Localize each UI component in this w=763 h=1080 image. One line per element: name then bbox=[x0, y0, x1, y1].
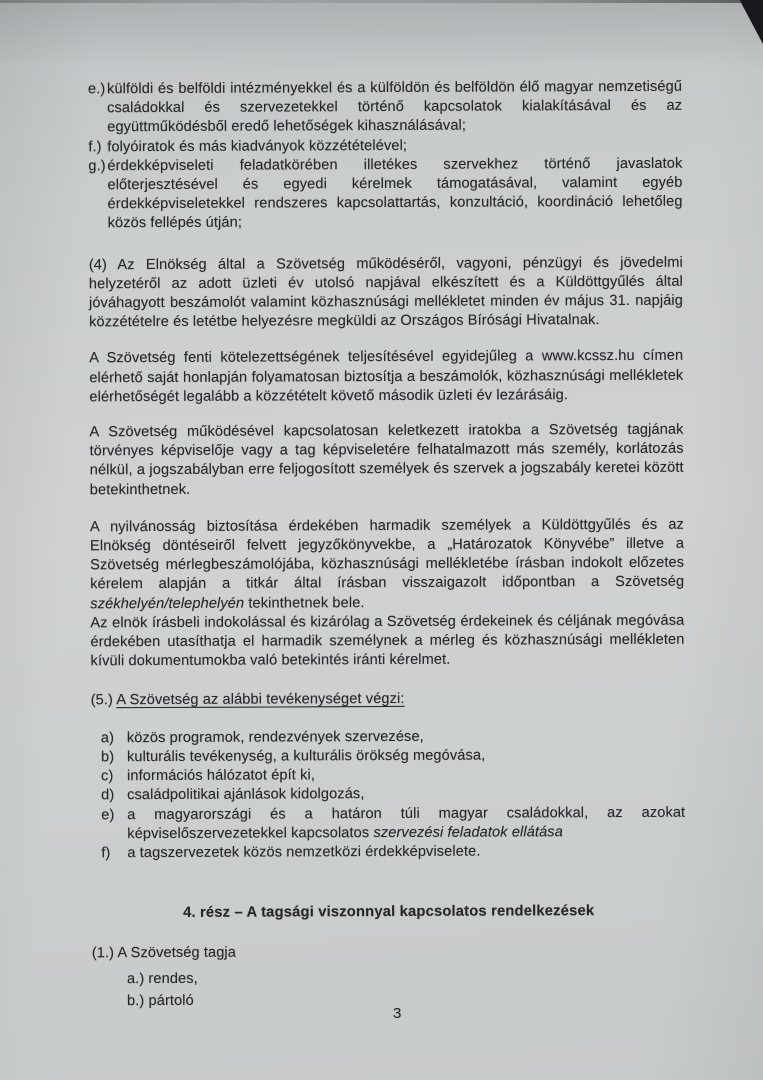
activity-text: információs hálózatot épít ki, bbox=[127, 767, 316, 785]
publicity-text-italic: székhelyén/telephelyén bbox=[90, 595, 245, 612]
activity-item-a bbox=[101, 726, 685, 748]
activity-marker: a) bbox=[100, 729, 115, 746]
paragraph-refusal: Az elnök írásbeli indokolással és kizárólag a Szövetség érdekeinek és céljának megóvása érdekében utasíthatja el harmadik személynek a mérleg és közhasznúsági mellékleten kívüli dokumentumokba való betekintés iránti kérelmet. bbox=[90, 612, 685, 670]
scan-corner-shadow bbox=[711, 0, 763, 48]
activity-text-italic: szervezési feladatok ellátása bbox=[373, 823, 563, 841]
activity-text: közös programok, rendezvények szervezése, bbox=[126, 728, 424, 746]
clause-item-e bbox=[88, 78, 682, 138]
paragraph-publicity bbox=[90, 516, 684, 615]
section-5-heading bbox=[91, 689, 685, 711]
activity-marker: e) bbox=[101, 806, 115, 823]
activity-marker: f) bbox=[101, 845, 111, 862]
publicity-text-post: tekinthetnek bele. bbox=[244, 594, 365, 612]
paragraph-website-publication: A Szövetség fenti kötelezettségének teljesítésével egyidejűleg a www.kcssz.hu címen elérhető saját honlapján folyamatosan biztosítja a beszámolók, közhasznúsági mellékletek elérhetőségét legalább a közzétételt követő második üzleti év lezárásáig. bbox=[89, 348, 684, 406]
activity-text-pre: a magyarországi és a határon túli magyar családokkal, az azokat képviselőszervezetekkel kapcsolatos bbox=[127, 804, 686, 842]
part-4-heading: 4. rész – A tagsági viszonnyal kapcsolatos rendelkezések bbox=[183, 903, 595, 921]
clause-text: folyóiratok és más kiadványok közzétételével; bbox=[107, 137, 408, 155]
activity-marker: c) bbox=[101, 768, 114, 785]
scan-top-edge bbox=[0, 0, 763, 3]
activity-text: a tagszervezetek közös nemzetközi érdekképviselete. bbox=[127, 843, 481, 862]
paragraph-records-access: A Szövetség működésével kapcsolatosan keletkezett iratokba a Szövetség tagjának törvényes képviselője vagy a tag képviseletére felhatalmazott más személy, korlátozás nélkül, a jogszabályban erre feljogosított személyek és szervek a jogszabály keretei között betekinthetnek. bbox=[89, 421, 684, 498]
activity-item-b bbox=[101, 746, 685, 768]
clause-item-f bbox=[88, 135, 682, 157]
activity-item-e bbox=[101, 803, 685, 844]
clause-item-g bbox=[88, 155, 682, 234]
clause-marker: f.) bbox=[88, 138, 102, 155]
publicity-text-pre: A nyilvánosság biztosítása érdekében harmadik személyek a Küldöttgyűlés és az Elnökség döntéseiről felvett jegyzőkönyvekbe, a „Határozatok Könyvébe” illetve a Szövetség mérlegbeszámolójába, közhasznúsági mellékletébe írásban indokolt előzetes kérelem alapján a titkár által írásban visszaigazolt időpontban a Szövetség bbox=[89, 516, 685, 593]
activity-item-c bbox=[101, 765, 685, 787]
clause-marker: e.) bbox=[88, 81, 106, 98]
activity-text: kulturális tevékenység, a kulturális örökség megóvása, bbox=[126, 747, 486, 766]
section-5-title: A Szövetség az alábbi tevékenységet végzi: bbox=[116, 691, 405, 709]
page-number: 3 bbox=[393, 1005, 402, 1022]
clause-marker: g.) bbox=[88, 158, 106, 175]
activity-text: családpolitikai ajánlások kidolgozás, bbox=[127, 786, 365, 804]
clause-list-efg bbox=[88, 78, 683, 234]
membership-type-regular: a.) rendes, bbox=[126, 971, 198, 988]
clause-text: külföldi és belföldi intézményekkel és a külföldön és belföldön élő magyar nemzetiségű családokkal és szervezetekkel történő kapcsolatok kialakításával és az együttműködésből eredő lehetőségek kihasználásával; bbox=[107, 78, 683, 136]
membership-type-supporting: b.) pártoló bbox=[126, 992, 194, 1009]
activity-item-d bbox=[101, 784, 685, 806]
membership-types bbox=[127, 967, 686, 1012]
clause-text: érdekképviseleti feladatkörében illetékes szervekhez történő javaslatok előterjesztésével és egyedi kérelmek támogatásával, valamint egyéb érdekképviseletekkel rendszeres kapcsolattartás, konzultáció, koordináció lehetőleg közös fellépés útján; bbox=[107, 155, 683, 232]
paragraph-4-reporting: (4) Az Elnökség által a Szövetség működéséről, vagyoni, pénzügyi és jövedelmi helyzetéről az adott üzleti év utolsó napjával elkészített és a Küldöttgyűlés által jóváhagyott beszámolót valamint közhasznúsági mellékletet minden év május 31. napjáig közzétételre és letétbe helyezésre megküldi az Országos Bírósági Hivatalnak. bbox=[88, 254, 684, 331]
activity-marker: b) bbox=[100, 749, 115, 766]
activities-list bbox=[101, 726, 686, 863]
document-body bbox=[88, 78, 686, 1013]
membership-intro: (1.) A Szövetség tagja bbox=[91, 944, 237, 962]
section-5-marker: (5.) bbox=[90, 692, 114, 709]
activity-marker: d) bbox=[101, 787, 115, 804]
activity-item-f bbox=[101, 842, 685, 864]
